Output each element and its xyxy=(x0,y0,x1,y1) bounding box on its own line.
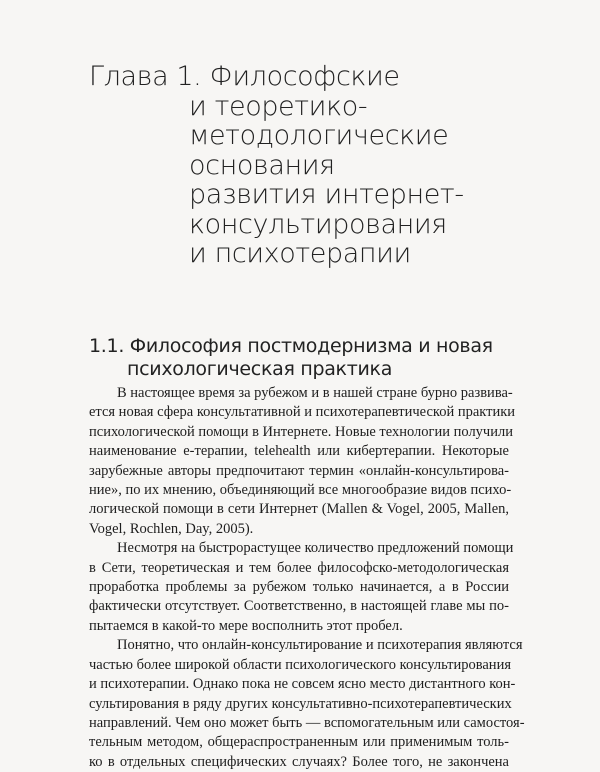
text-line: В настоящее время за рубежом и в нашей стране бурно развива- xyxy=(117,385,513,401)
text-line: в Сети, теоретическая и тем более философско-методологическая xyxy=(89,559,509,576)
text-line: наименование е-терапии, telehealth или кибертерапии. Некоторые xyxy=(89,443,509,460)
section-heading xyxy=(89,335,549,381)
text-line: Понятно, что онлайн-консультирование и психотерапия являются xyxy=(117,637,523,654)
chapter-title-line: Глава 1. Философские xyxy=(89,61,400,92)
text-line: логической помощи в сети Интернет (Mallen & Vogel, 2005, Mallen, xyxy=(89,501,509,518)
text-line: ко в отдельных специфических случаях? Более того, не закончена xyxy=(89,753,509,770)
text-line: пытаемся в какой-то мере восполнить этот пробел. xyxy=(89,617,403,634)
body-text xyxy=(89,384,525,772)
chapter-title-line: методологические xyxy=(189,120,449,151)
text-line: фактически отсутствует. Соответственно, в настоящей главе мы по- xyxy=(89,598,509,615)
text-line: проработка проблемы за рубежом только начинается, а в России xyxy=(89,579,509,596)
chapter-title xyxy=(89,62,549,269)
text-line: ется новая сфера консультативной и психотерапевтической практики xyxy=(89,404,516,421)
paragraph xyxy=(89,539,514,636)
chapter-title-line: и теоретико- xyxy=(189,90,368,122)
text-line: ние», по их мнению, объединяющий все многообразие видов психо- xyxy=(89,482,512,499)
text-line: тельным методом, общераспространенным или применимым толь- xyxy=(89,734,509,751)
text-line: и психотерапии. Однако пока не совсем ясно место дистантного кон- xyxy=(89,676,516,693)
section-heading-line: психологическая практика xyxy=(127,358,393,380)
paragraph xyxy=(89,384,516,539)
paragraph xyxy=(89,636,525,772)
section-heading-line: 1.1. Философия постмодернизма и новая xyxy=(89,335,493,357)
text-line: зарубежные авторы предпочитают термин «онлайн-консультирова- xyxy=(89,462,509,479)
chapter-title-line: развития интернет- xyxy=(189,179,464,210)
text-line: частью более широкой области психологического консультирования xyxy=(89,656,512,673)
text-line: Несмотря на быстрорастущее количество предложений помощи xyxy=(117,540,514,557)
chapter-title-line: и психотерапии xyxy=(189,238,411,269)
chapter-title-line: основания xyxy=(189,149,335,181)
chapter-title-line: консультирования xyxy=(189,208,447,240)
text-line: направлений. Чем оно может быть — вспомогательным или самостоя- xyxy=(89,714,525,731)
text-line: психологической помощи в Интернете. Новые технологии получили xyxy=(89,423,513,440)
text-line: сультирования в ряду других консультативно-психотерапевтических xyxy=(89,695,512,712)
text-line: Vogel, Rochlen, Day, 2005). xyxy=(89,520,254,537)
